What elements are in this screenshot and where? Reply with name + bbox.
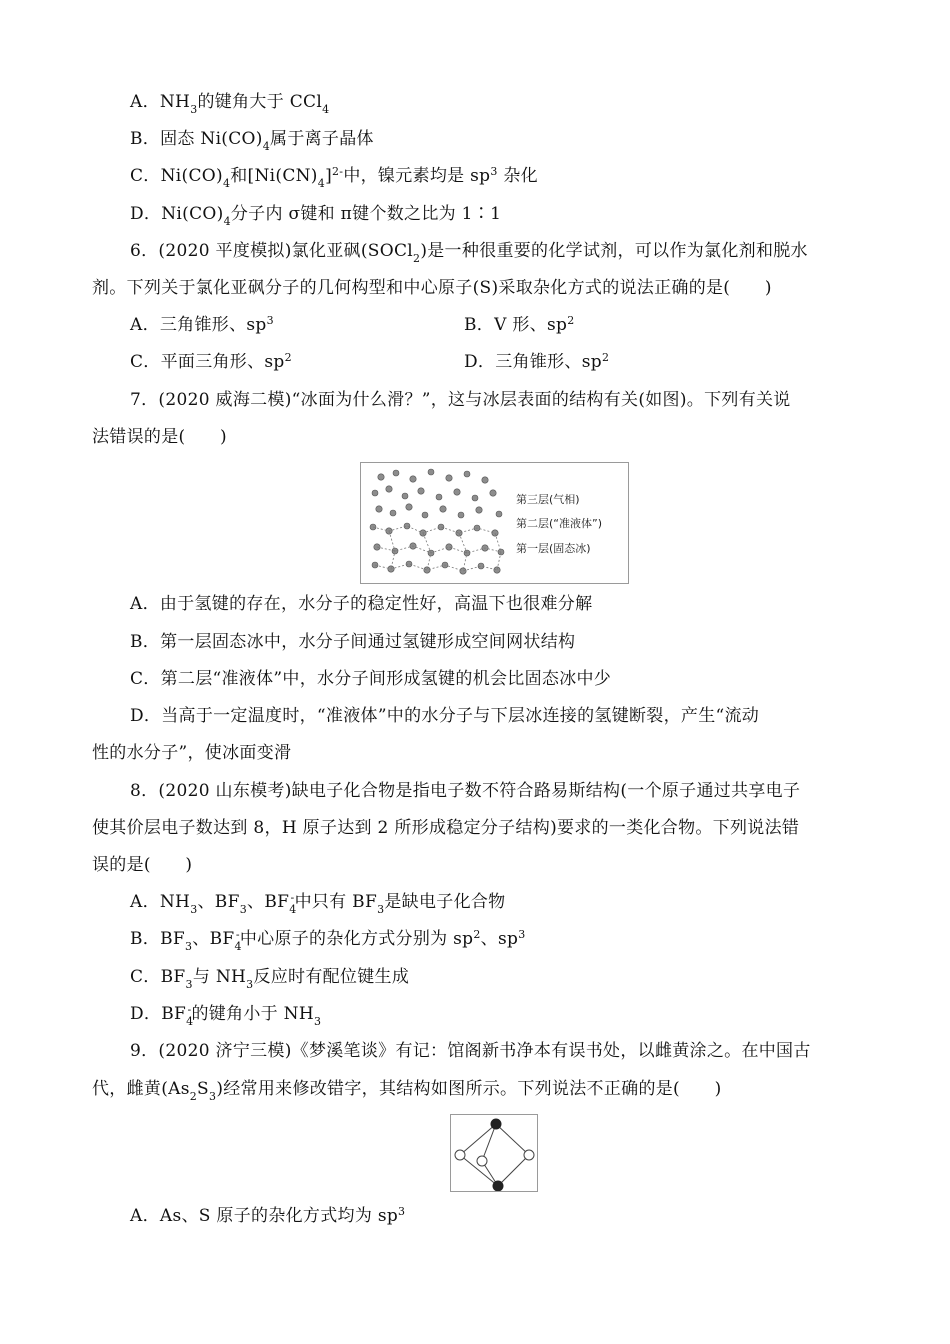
- superscript: -: [187, 1003, 192, 1016]
- text: D．Ni(CO): [130, 204, 224, 224]
- q5-option-a: [130, 90, 329, 116]
- q7-stem-line2: 法错误的是( ): [92, 427, 227, 447]
- text: 是缺电子化合物: [384, 892, 506, 912]
- q6-stem-line1: [130, 239, 808, 265]
- orpiment-structure-figure: [450, 1114, 538, 1192]
- subscript: 4: [223, 215, 231, 228]
- q7-option-d-line1: D．当高于一定温度时，“准液体”中的水分子与下层冰连接的氢键断裂，产生“流动: [130, 706, 760, 726]
- q9-stem-line1: 9．(2020 济宁三模)《梦溪笔谈》有记：馆阁新书净本有误书处，以雌黄涂之。在中国古: [130, 1041, 811, 1061]
- layer3-label: 第三层(气相): [516, 493, 580, 506]
- superscript: 3: [398, 1205, 406, 1218]
- text: 杂化: [497, 166, 538, 186]
- text: )是一种很重要的化学试剂，可以作为氯化剂和脱水: [420, 241, 808, 261]
- text: ]: [325, 166, 332, 186]
- text: 的键角大于 CCl: [197, 92, 323, 112]
- subscript: 3: [190, 903, 198, 916]
- subscript: 3: [313, 1015, 322, 1028]
- text: C．BF: [130, 967, 186, 987]
- subscript: 2: [189, 1090, 198, 1103]
- q8-stem-line2: 使其价层电子数达到 8，H 原子达到 2 所形成稳定分子结构)要求的一类化合物。下列说法错: [92, 818, 800, 838]
- superscript: 3: [266, 314, 274, 327]
- text: 中只有 BF: [294, 892, 378, 912]
- q5-option-d: [130, 202, 501, 228]
- q7-stem-line1: 7．(2020 威海二模)“冰面为什么滑？”，这与冰层表面的结构有关(如图)。下列有关说: [130, 390, 791, 410]
- q7-option-a: A．由于氢键的存在，水分子的稳定性好，高温下也很难分解: [130, 594, 593, 614]
- q8-option-c: [130, 965, 409, 991]
- as-atom-bottom: [493, 1181, 503, 1191]
- text: A．三角锥形、sp: [130, 315, 267, 335]
- as2s3-structure-diagram: [451, 1115, 537, 1191]
- subscript: 4: [186, 1015, 194, 1028]
- superscript: 3: [490, 165, 498, 178]
- q6-option-d: [464, 350, 609, 376]
- text: S: [197, 1079, 209, 1099]
- q8-option-b: [130, 927, 526, 953]
- q7-option-d-line2: 性的水分子”，使冰面变滑: [92, 743, 292, 763]
- s-atom-right: [524, 1150, 534, 1160]
- subscript: 2: [413, 252, 421, 265]
- layer2-label: 第二层(“准液体”): [516, 517, 602, 530]
- text: 、BF: [192, 929, 235, 949]
- subscript: 3: [185, 978, 193, 991]
- subscript: 3: [190, 103, 198, 116]
- superscript: 3: [518, 928, 526, 941]
- q5-option-c: [130, 164, 538, 190]
- text: 分子内 σ键和 π键个数之比为 1∶1: [230, 204, 502, 224]
- ice-molecule-illustration: [361, 463, 628, 583]
- subscript: 4: [322, 103, 330, 116]
- text: 属于离子晶体: [270, 129, 374, 149]
- superscript: 2: [601, 351, 610, 364]
- q6-option-a: [130, 315, 274, 335]
- text: D．三角锥形、sp: [464, 352, 602, 372]
- s-atom-left: [455, 1150, 465, 1160]
- q8-stem-line3: 误的是( ): [92, 855, 193, 875]
- superscript: -: [235, 928, 240, 941]
- layer1-label: 第一层(固态冰): [516, 542, 591, 555]
- superscript: -: [290, 891, 295, 904]
- q6-stem-line2: 剂。下列关于氯化亚砜分子的几何构型和中心原子(S)采取杂化方式的说法正确的是( ): [92, 278, 772, 298]
- text: )经常用来修改错字，其结构如图所示。下列说法不正确的是( ): [216, 1079, 722, 1099]
- q6-option-b: [464, 313, 575, 339]
- subscript: 4: [289, 903, 297, 916]
- superscript: 2: [473, 928, 481, 941]
- text: 、BF: [197, 892, 240, 912]
- text: 的键角小于 NH: [191, 1004, 314, 1024]
- q6-options-row2: [130, 350, 830, 376]
- text: A．NH: [130, 892, 191, 912]
- text: B．BF: [130, 929, 185, 949]
- text: 中，镍元素均是 sp: [343, 166, 491, 186]
- text: 、sp: [480, 929, 519, 949]
- as-atom-top: [491, 1119, 501, 1129]
- text: 和[Ni(CN): [230, 166, 318, 186]
- q6-option-c: [130, 352, 292, 372]
- q8-stem-line1: 8．(2020 山东模考)缺电子化合物是指电子数不符合路易斯结构(一个原子通过共享电子: [130, 781, 801, 801]
- subscript: 4: [262, 140, 271, 153]
- text: 6．(2020 平度模拟)氯化亚砜(SOCl: [130, 241, 414, 261]
- q8-option-d: [130, 1002, 321, 1028]
- text: C．平面三角形、sp: [130, 352, 285, 372]
- q8-option-a: [130, 890, 505, 916]
- s-atom-middle: [477, 1156, 487, 1166]
- text: 与 NH: [192, 967, 247, 987]
- superscript: 2-: [332, 165, 344, 178]
- text: 反应时有配位键生成: [253, 967, 410, 987]
- q7-option-c: C．第二层“准液体”中，水分子间形成氢键的机会比固态冰中少: [130, 669, 612, 689]
- q9-stem-line2: [92, 1077, 722, 1103]
- text: B．V 形、sp: [464, 315, 568, 335]
- text: D．BF: [130, 1004, 187, 1024]
- text: 、BF: [247, 892, 290, 912]
- text: 代，雌黄(As: [92, 1079, 190, 1099]
- q5-option-b: [130, 127, 374, 153]
- text: 中心原子的杂化方式分别为 sp: [239, 929, 474, 949]
- text: A．NH: [130, 92, 191, 112]
- subscript: 3: [209, 1090, 217, 1103]
- superscript: 2: [284, 351, 292, 364]
- superscript: 2: [567, 314, 575, 327]
- subscript: 3: [239, 903, 248, 916]
- q9-option-a: [130, 1204, 405, 1230]
- subscript: 3: [246, 978, 254, 991]
- ice-layer-figure: [360, 462, 629, 584]
- subscript: 4: [222, 177, 231, 190]
- text: B．固态 Ni(CO): [130, 129, 263, 149]
- q7-option-b: B．第一层固态冰中，水分子间通过氢键形成空间网状结构: [130, 632, 576, 652]
- text: C．Ni(CO): [130, 166, 223, 186]
- subscript: 4: [317, 177, 326, 190]
- q6-options-row1: [130, 313, 830, 339]
- subscript: 4: [234, 940, 242, 953]
- subscript: 3: [377, 903, 385, 916]
- text: A．As、S 原子的杂化方式均为 sp: [130, 1206, 399, 1226]
- subscript: 3: [184, 940, 193, 953]
